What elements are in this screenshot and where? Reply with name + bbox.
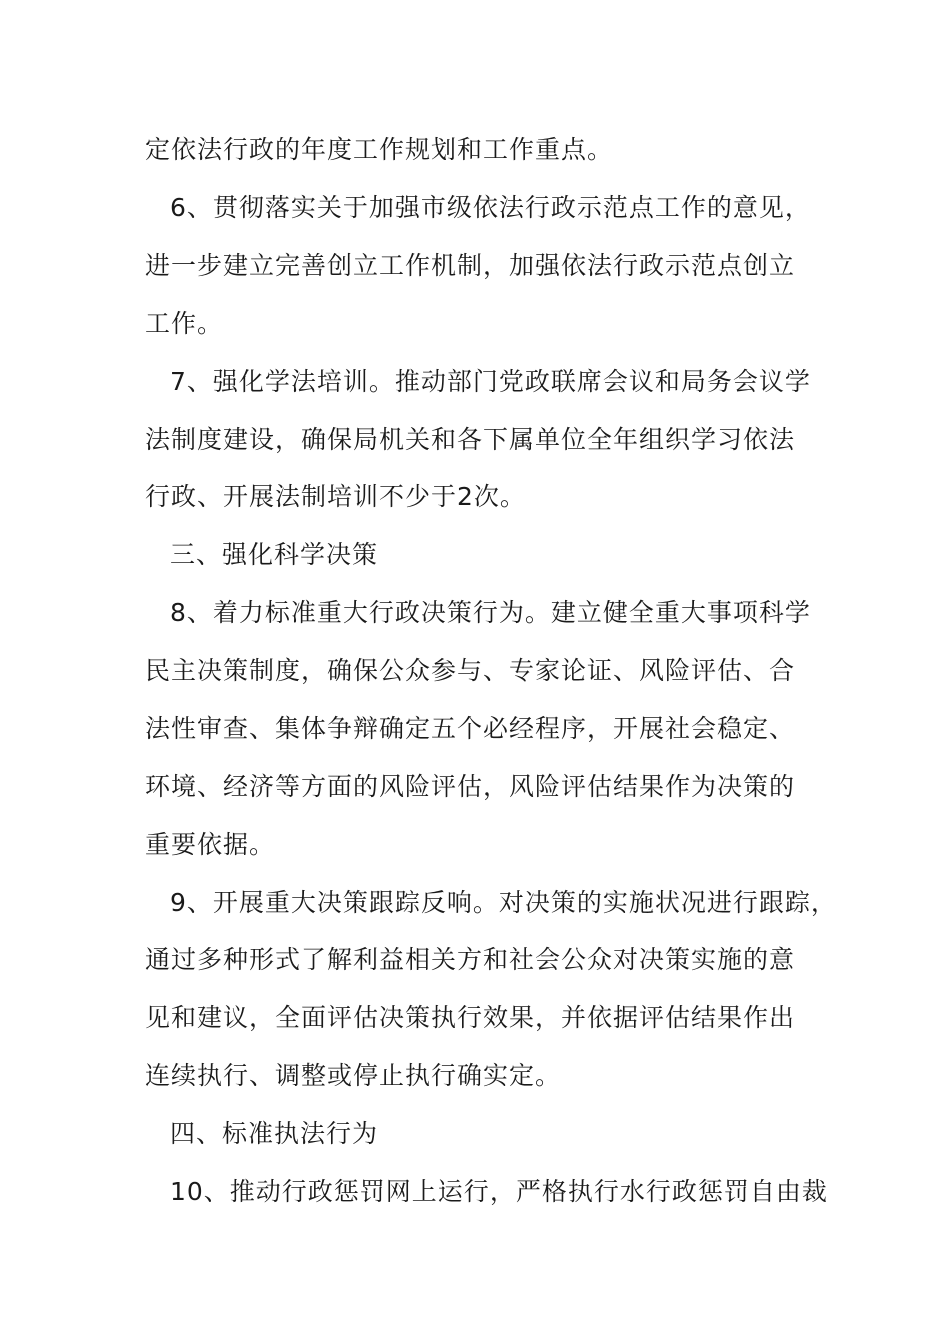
text-line: 法性审查、集体争辩确定五个必经程序，开展社会稳定、: [145, 714, 796, 743]
section-heading-3: 三、强化科学决策: [170, 540, 379, 569]
text-line: 法制度建设，确保局机关和各下属单位全年组织学习依法: [145, 425, 796, 454]
paragraph-item-7: 7、强化学法培训。推动部门党政联席会议和局务会议学: [170, 367, 811, 396]
text-line: 行政、开展法制培训不少于2次。: [145, 482, 526, 511]
text-line: 通过多种形式了解利益相关方和社会公众对决策实施的意: [145, 945, 796, 974]
text-line: 重要依据。: [145, 830, 276, 859]
paragraph-item-9: 9、开展重大决策跟踪反响。对决策的实施状况进行跟踪，: [170, 888, 837, 917]
text-line: 定依法行政的年度工作规划和工作重点。: [145, 135, 614, 164]
paragraph-item-10: 10、推动行政惩罚网上运行，严格执行水行政惩罚自由裁: [170, 1177, 828, 1206]
paragraph-item-8: 8、着力标准重大行政决策行为。建立健全重大事项科学: [170, 598, 811, 627]
text-line: 工作。: [145, 309, 224, 338]
text-line: 进一步建立完善创立工作机制，加强依法行政示范点创立: [145, 251, 796, 280]
text-line: 民主决策制度，确保公众参与、专家论证、风险评估、合: [145, 656, 796, 685]
text-line: 见和建议，全面评估决策执行效果，并依据评估结果作出: [145, 1003, 796, 1032]
text-line: 连续执行、调整或停止执行确实定。: [145, 1061, 562, 1090]
paragraph-item-6: 6、贯彻落实关于加强市级依法行政示范点工作的意见，: [170, 193, 811, 222]
section-heading-4: 四、标准执法行为: [170, 1119, 379, 1148]
text-line: 环境、经济等方面的风险评估，风险评估结果作为决策的: [145, 772, 796, 801]
